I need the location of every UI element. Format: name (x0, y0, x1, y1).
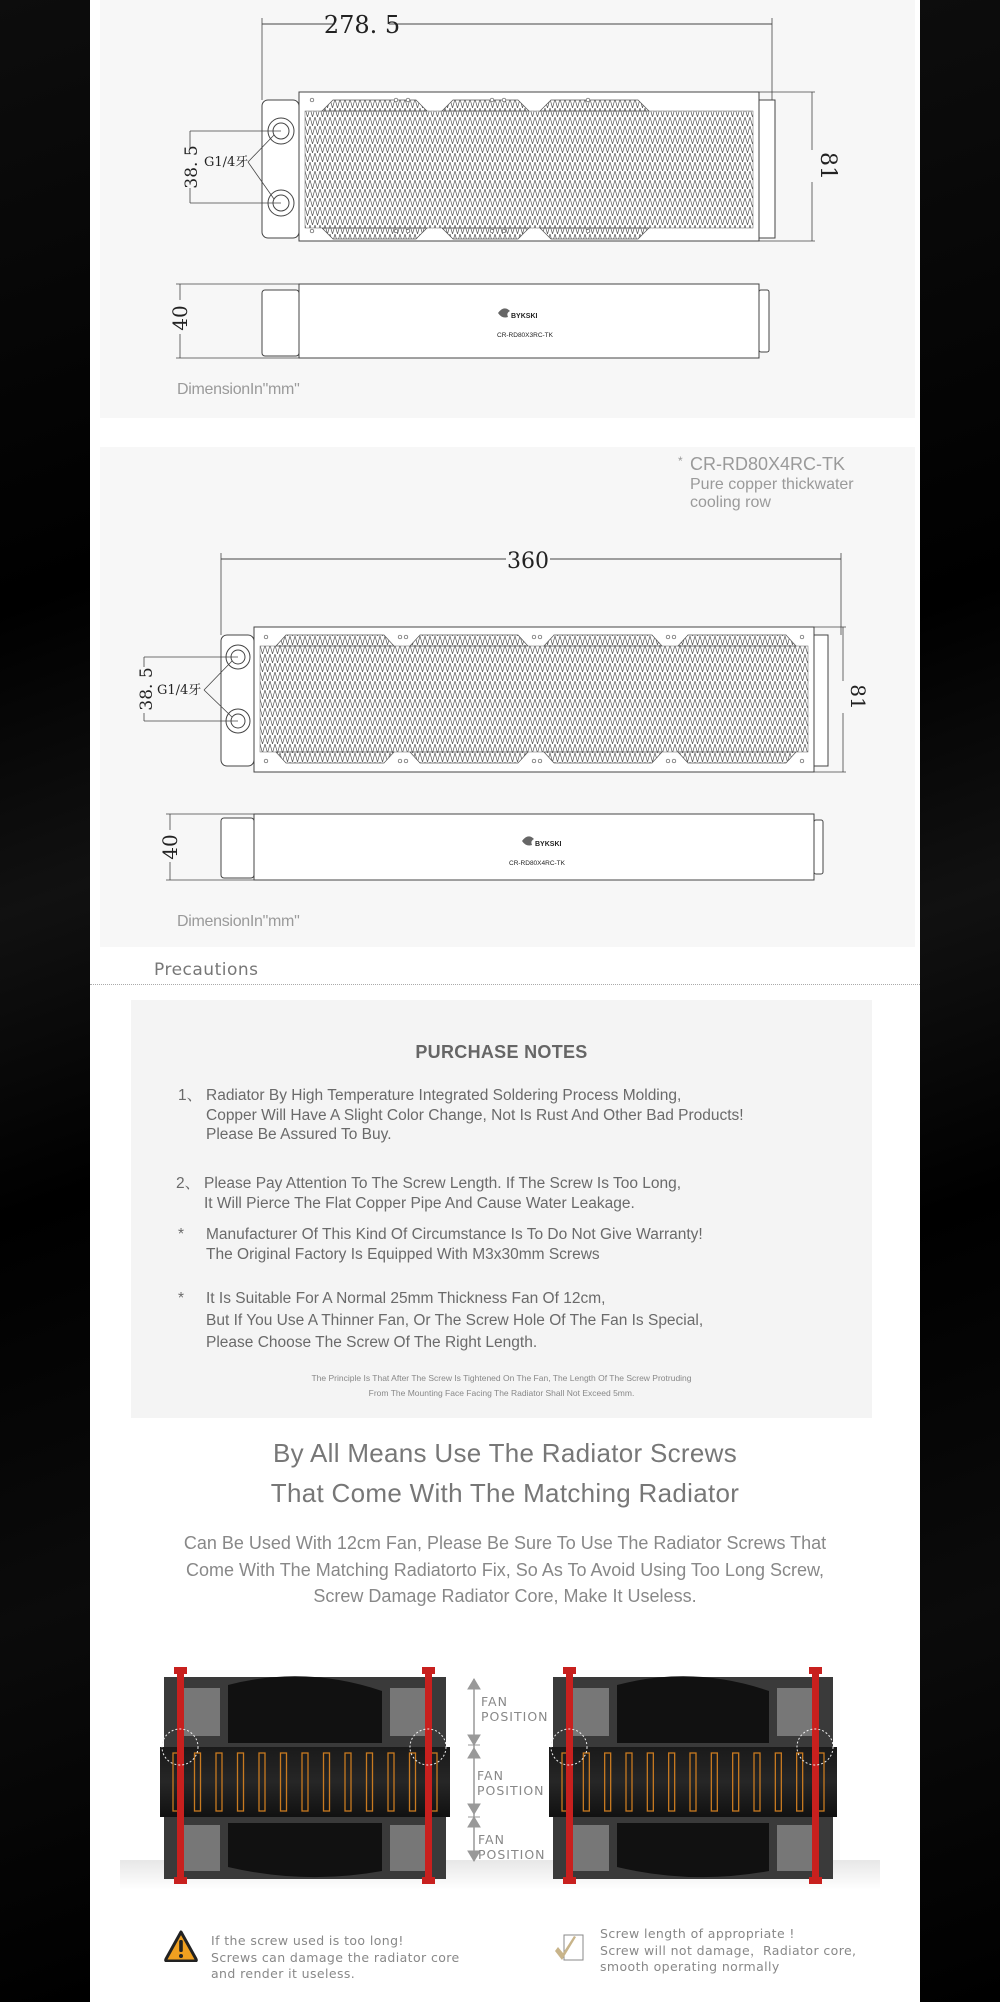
warning-caption (211, 1933, 460, 1983)
fan-blade (617, 1676, 769, 1743)
note-line: Manufacturer Of This Kind Of Circumstance Is To Do Not Give Warranty! (206, 1226, 703, 1243)
warning-triangle-icon (164, 1930, 198, 1967)
model-name: CR-RD80X4RC-TK (690, 454, 846, 474)
screw-head (563, 1877, 576, 1884)
model-desc-line2: cooling row (690, 494, 771, 511)
note-marker: * (178, 1226, 185, 1243)
caption-line: Screw length of appropriate ! (600, 1926, 795, 1941)
subhead-line: Screw Damage Radiator Core, Make It Useless. (313, 1586, 697, 1606)
note-line: It Will Pierce The Flat Copper Pipe And Cause Water Leakage. (204, 1194, 635, 1212)
background-left (0, 0, 90, 2002)
background-right (920, 0, 1000, 2002)
radiator-core (160, 1747, 450, 1817)
principle-note (131, 1371, 872, 1401)
note-line: But If You Use A Thinner Fan, Or The Screw Hole Of The Fan Is Special, (206, 1312, 704, 1329)
port-spacing-value: 38. 5 (182, 145, 202, 189)
note-item (178, 1225, 703, 1264)
screw (177, 1669, 184, 1883)
screw-head (422, 1877, 435, 1884)
caption-line: smooth operating normally (600, 1959, 780, 1974)
model-desc-line1: Pure copper thickwater (690, 476, 854, 493)
radiator-side-view (158, 814, 823, 880)
height-value: 81 (846, 684, 870, 710)
caption-line: Screw will not damage，Radiator core, (600, 1942, 857, 1958)
screw-head (174, 1877, 187, 1884)
fan-frame-corner (178, 1825, 220, 1871)
svg-text:BYKSKI: BYKSKI (535, 841, 562, 848)
thickness-value: 40 (168, 305, 192, 331)
note-marker: 1、 (178, 1087, 203, 1104)
headline-line: By All Means Use The Radiator Screws (272, 1438, 738, 1468)
dimension-caption: DimensionIn"mm" (177, 381, 300, 398)
note-item (176, 1174, 682, 1213)
radiator-top-view (221, 627, 828, 772)
port-thread-label: G1/4牙 (157, 683, 202, 698)
note-marker: * (178, 1290, 185, 1307)
note-marker: 2、 (176, 1175, 201, 1192)
note-line: Please Be Assured To Buy. (206, 1126, 392, 1143)
screw-head (422, 1667, 435, 1674)
drawing-panel-4fan (100, 447, 915, 947)
fan-label-line: POSITION (477, 1783, 545, 1798)
principle-line: From The Mounting Face Facing The Radiator Shall Not Exceed 5mm. (368, 1388, 635, 1398)
note-line: Please Choose The Screw Of The Right Length. (206, 1334, 538, 1351)
screw-head (809, 1667, 822, 1674)
subhead-line: Can Be Used With 12cm Fan, Please Be Sure To Use The Radiator Screws That (183, 1533, 827, 1553)
model-star: * (678, 454, 683, 468)
section-divider (90, 984, 920, 985)
fan-position-label (477, 1768, 545, 1798)
fan-frame-corner (567, 1825, 609, 1871)
purchase-notes-title: PURCHASE NOTES (415, 1042, 588, 1062)
checkmark-box-icon (554, 1933, 588, 1968)
screw-subheadline (90, 1530, 920, 1610)
fan-label-line: POSITION (478, 1847, 546, 1862)
port-spacing-value: 38. 5 (137, 667, 157, 711)
fan-blade (617, 1823, 769, 1877)
fan-frame-corner (567, 1688, 609, 1736)
fan-stack-left (160, 1667, 450, 1884)
fan-stack-right (549, 1667, 837, 1884)
caption-line: and render it useless. (211, 1966, 356, 1981)
radiator-core (549, 1747, 837, 1817)
length-dimension (221, 545, 841, 635)
screw-head (563, 1667, 576, 1674)
fan-blade (228, 1823, 382, 1877)
dimension-caption: DimensionIn"mm" (177, 913, 300, 930)
subhead-line: Come With The Matching Radiatorto Fix, So As To Avoid Using Too Long Screw, (186, 1559, 824, 1580)
fan-position-label (481, 1694, 549, 1724)
length-value: 278. 5 (323, 11, 401, 39)
technical-drawing-3fan (100, 0, 915, 418)
side-model-label: CR-RD80X4RC-TK (509, 860, 565, 867)
caption-line: Screws can damage the radiator core (211, 1949, 460, 1965)
fan-label-line: FAN (478, 1832, 505, 1847)
fan-label-line: POSITION (481, 1709, 549, 1724)
caption-line: If the screw used is too long! (211, 1933, 404, 1948)
fan-label-line: FAN (481, 1694, 508, 1709)
note-line: Please Pay Attention To The Screw Length. If The Screw Is Too Long, (204, 1175, 682, 1192)
headline-line: That Come With The Matching Radiator (270, 1478, 740, 1508)
length-value: 360 (507, 549, 549, 574)
drawing-panel-3fan (100, 0, 915, 418)
height-value: 81 (815, 152, 840, 180)
fan-label-line: FAN (477, 1768, 504, 1783)
ok-caption (600, 1926, 856, 1976)
technical-drawing-4fan (100, 447, 915, 947)
note-line: Copper Will Have A Slight Color Change, Not Is Rust And Other Bad Products! (206, 1106, 744, 1124)
screw-head (174, 1667, 187, 1674)
screw (812, 1669, 819, 1883)
precautions-heading: Precautions (154, 960, 259, 980)
fan-frame-corner (178, 1688, 220, 1736)
purchase-notes-panel (131, 1000, 872, 1418)
fan-position-label (478, 1832, 546, 1862)
screw (425, 1669, 432, 1883)
fan-blade (228, 1676, 382, 1743)
principle-line: The Principle Is That After The Screw Is Tightened On The Fan, The Length Of The Screw Protruding (311, 1373, 692, 1383)
radiator-side-view (168, 284, 769, 358)
screw-headline (90, 1433, 920, 1513)
note-item (178, 1086, 744, 1145)
screw-head (809, 1877, 822, 1884)
length-dimension (262, 10, 772, 100)
note-line: The Original Factory Is Equipped With M3x30mm Screws (206, 1245, 600, 1263)
screw (566, 1669, 573, 1883)
thickness-value: 40 (158, 834, 182, 860)
side-model-label: CR-RD80X3RC-TK (497, 332, 553, 339)
note-line: Radiator By High Temperature Integrated Soldering Process Molding, (206, 1087, 682, 1104)
fan-mounting-illustration (90, 1655, 920, 1895)
product-detail-page (90, 0, 920, 2002)
note-item (178, 1288, 704, 1354)
note-line: It Is Suitable For A Normal 25mm Thickness Fan Of 12cm, (206, 1290, 606, 1307)
svg-text:BYKSKI: BYKSKI (511, 313, 538, 320)
port-thread-label: G1/4牙 (204, 155, 249, 170)
model-info (678, 454, 854, 512)
radiator-top-view (262, 92, 775, 241)
